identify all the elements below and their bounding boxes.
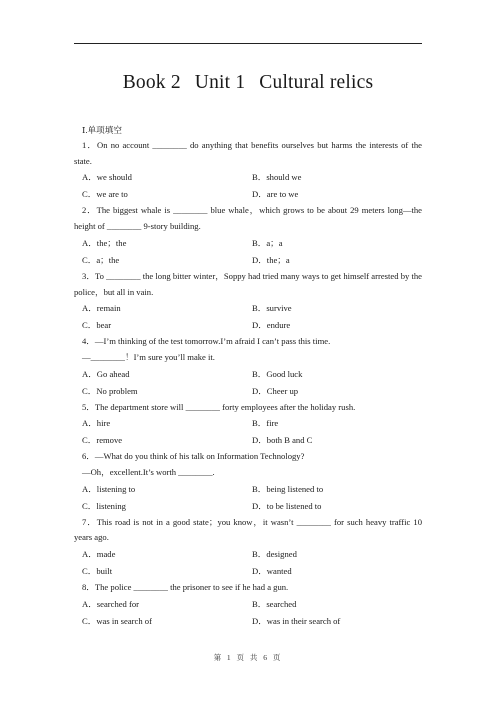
answer-option: B．designed: [252, 549, 297, 560]
options-row: [82, 383, 422, 400]
answer-option: B．a；a: [252, 237, 283, 248]
question-stem: 4．—I’m thinking of the test tomorrow.I’m afraid I can’t pass this time.: [82, 336, 331, 347]
question-stem: 5．The department store will ________ forty employees after the holiday rush.: [82, 401, 356, 412]
title-unit: Unit 1: [194, 72, 246, 93]
answer-option: B．being listened to: [252, 483, 324, 494]
question-item: [74, 580, 422, 630]
page-title: [0, 72, 496, 94]
dialog-line: —Oh，excellent.It’s worth ________.: [82, 467, 215, 478]
question-item: [74, 334, 422, 399]
answer-option: A．we should: [82, 172, 132, 183]
options-row: [82, 546, 422, 563]
answer-option: D．Cheer up: [252, 385, 299, 396]
answer-option: A．searched for: [82, 598, 140, 609]
options-row: [82, 366, 422, 383]
options-row: [82, 563, 422, 580]
question-stem: 6．—What do you think of his talk on Information Technology?: [82, 451, 305, 462]
question-item: [74, 515, 422, 580]
question-stem: 8．The police ________ the prisoner to see if he had a gun.: [82, 582, 289, 593]
answer-option: D．are to we: [252, 189, 299, 200]
answer-option: B．should we: [252, 172, 302, 183]
options-row: [82, 169, 422, 186]
answer-option: C．No problem: [82, 385, 138, 396]
answer-option: B．fire: [252, 418, 279, 429]
answer-option: A．made: [82, 549, 116, 560]
options-row: [82, 596, 422, 613]
answer-option: C．we are to: [82, 189, 128, 200]
answer-option: D．the；a: [252, 254, 290, 265]
page-footer: 第 1 页 共 6 页: [213, 653, 283, 662]
answer-option: D．was in their search of: [252, 615, 341, 626]
question-item: [74, 203, 422, 268]
options-row: [82, 498, 422, 515]
question-item: [74, 138, 422, 203]
options-row: [82, 613, 422, 630]
dialog-line: —________！I’m sure you’ll make it.: [82, 351, 215, 362]
answer-option: C．a；the: [82, 254, 120, 265]
answer-option: C．remove: [82, 435, 123, 446]
options-row: [82, 415, 422, 432]
header-rule: [74, 43, 422, 44]
options-row: [82, 317, 422, 334]
options-row: [82, 186, 422, 203]
answer-option: D．to be listened to: [252, 500, 322, 511]
exercise-content: [74, 123, 422, 630]
options-row: [82, 235, 422, 252]
answer-option: B．searched: [252, 598, 297, 609]
answer-option: A．hire: [82, 418, 111, 429]
answer-option: C．listening: [82, 500, 126, 511]
options-row: [82, 300, 422, 317]
title-topic: Cultural relics: [259, 72, 374, 93]
options-row: [82, 481, 422, 498]
title-book: Book 2: [122, 72, 181, 93]
answer-option: C．bear: [82, 320, 112, 331]
answer-option: A．the；the: [82, 237, 127, 248]
answer-option: B．survive: [252, 303, 292, 314]
answer-option: A．remain: [82, 303, 121, 314]
question-stem: 3．To ________ the long bitter winter，Soppy had tried many ways to get himself arrested by the police，but all in vain.: [74, 270, 422, 297]
question-list: [74, 138, 422, 630]
answer-option: C．was in search of: [82, 615, 152, 626]
answer-option: B．Good luck: [252, 368, 303, 379]
question-stem: 2．The biggest whale is ________ blue whale，which grows to be about 29 meters long—the height of ________ 9-story building.: [74, 205, 422, 232]
options-row: [82, 432, 422, 449]
question-item: [74, 449, 422, 514]
question-item: [74, 269, 422, 334]
options-row: [82, 252, 422, 269]
answer-option: A．Go ahead: [82, 368, 130, 379]
answer-option: D．wanted: [252, 566, 292, 577]
answer-option: C．built: [82, 566, 113, 577]
section-heading: Ⅰ.单项填空: [82, 125, 122, 135]
question-stem: 1．On no account ________ do anything that benefits ourselves but harms the interests of the state.: [74, 140, 422, 166]
question-item: [74, 400, 422, 450]
answer-option: D．both B and C: [252, 435, 313, 446]
answer-option: A．listening to: [82, 483, 136, 494]
question-stem: 7．This road is not in a good state；you know，it wasn’t ________ for such heavy traffic 10 years ago.: [74, 516, 422, 543]
answer-option: D．endure: [252, 320, 291, 331]
